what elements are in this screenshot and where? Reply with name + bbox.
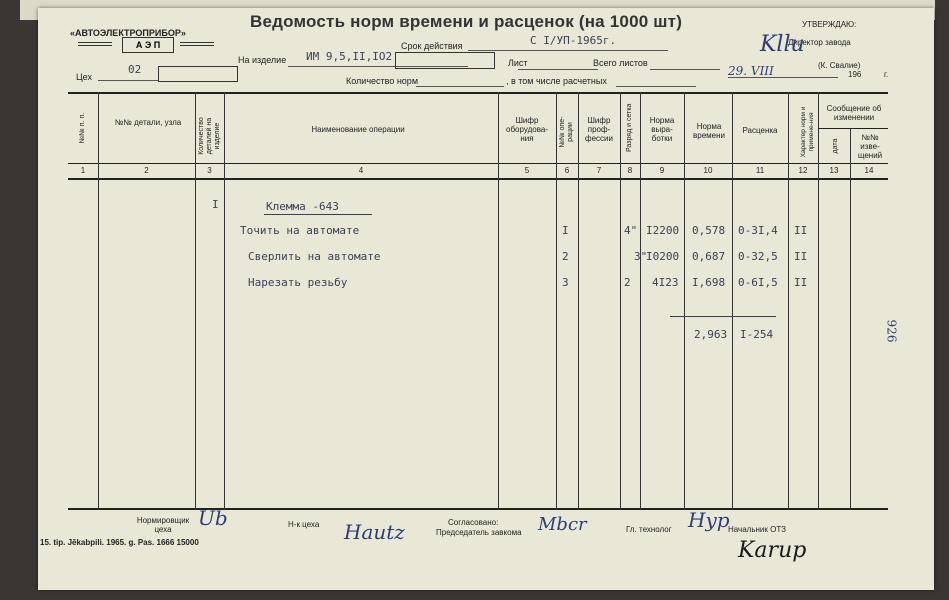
row2-rate: 0-32,5 [738,250,778,263]
row3-grade: 2 [624,276,631,289]
soglasovano-label: Согласовано: [448,518,499,527]
row3-output: 4I23 [652,276,679,289]
tseh-label: Цех [76,72,92,82]
kolvo-label: Количество норм [346,76,418,86]
srok-label: Срок действия [401,41,463,51]
colnum-7: 7 [596,166,602,175]
vsego-label: Всего листов [593,58,648,68]
vsego-underline [650,69,720,70]
hdr-c6: №№ опе-рации [559,116,574,148]
total-time: 2,963 [694,328,728,341]
hdr-c2: №№ детали, узла [114,118,182,127]
org-name: «АВТОЭЛЕКТРОПРИБОР» [70,28,186,38]
nk-label: Н-к цеха [288,520,320,529]
year-suffix: г. [884,70,889,79]
hdr-c7: Шифр проф-фессии [585,116,613,143]
row1-grade: 4" [624,224,638,237]
nach-otz-signature: Karup [738,538,807,563]
colnum-12: 12 [798,166,808,175]
kolvo-underline [416,86,504,87]
srok-underline [468,50,668,51]
row0-underline [264,214,372,215]
col-line-9 [684,92,685,510]
predsedatel-signature: Mbcr [538,514,587,535]
director-label: Директор завода [788,38,851,47]
row2-op: 2 [562,250,569,263]
total-line [670,316,776,317]
row2-kind: II [794,250,808,263]
document-sheet [38,8,934,590]
side-number: 926 [884,319,899,343]
row3-time: I,698 [692,276,726,289]
col-line-7 [620,92,621,510]
colnum-13: 13 [829,166,839,175]
hdr-c10: Норма времени [693,122,725,140]
col-line-1 [98,92,99,510]
director-signature: Kllu [760,32,805,57]
director-name: (К. Свалие) [818,61,861,70]
hdr-c14: №№ изве-щений [857,133,883,160]
list-underline [518,69,598,70]
col-line-10 [732,92,733,510]
tseh-value: 02 [128,63,142,76]
tseh-underline [98,80,158,81]
row2-time: 0,687 [692,250,726,263]
gl-tech-label: Гл. технолог [626,525,672,534]
year-prefix: 196 [848,70,862,79]
hdr-c4: Наименование операции [311,125,405,134]
col-line-6 [578,92,579,510]
row1-op: I [562,224,569,237]
colnum-8: 8 [627,166,633,175]
colnum-11: 11 [755,166,765,175]
row0-name: Клемма -643 [266,200,339,213]
approve-label: УТВЕРЖДАЮ: [802,20,857,29]
logo-line-left [78,42,112,43]
row3-name: Нарезать резьбу [248,276,348,289]
tseh-box [158,66,238,82]
colnum-14: 14 [864,166,874,175]
hdr-c11: Расценка [742,126,778,135]
colnum-4: 4 [358,166,364,175]
hdr-c8: Разряд и сетка [626,103,633,152]
raschet-label: , в том числе расчетных [506,76,607,86]
col-line-13 [850,128,851,510]
logo: А Э П [122,37,174,53]
printer-info: 15. tip. Jēkabpili. 1965. g. Pas. 1666 15000 [40,538,199,547]
row2-grade: 3" [634,250,648,263]
normirovshik-label: Нормировщик цеха [136,516,190,534]
predsedatel-label: Председатель завкома [436,528,522,537]
gl-tech-signature: Hyp [688,508,730,532]
row1-time: 0,578 [692,224,726,237]
row0-qty: I [212,198,219,211]
hdr-c12: Характер норм и примене-ния [800,106,815,158]
izdelie-label: На изделие [238,55,287,65]
row2-output: I0200 [646,250,680,263]
row3-rate: 0-6I,5 [738,276,778,289]
col-line-8 [640,92,641,510]
row3-kind: II [794,276,808,289]
col-line-4 [498,92,499,510]
date-hand: 29. VIII [728,64,774,78]
hdr-c3: Количество деталей на изделие [198,117,221,155]
colnum-10: 10 [703,166,713,175]
nk-signature: Hautz [344,520,405,544]
table-top-line [68,92,888,94]
row1-name: Точить на автомате [240,224,360,237]
col-line-11 [788,92,789,510]
srok-value: С I/УП-1965г. [530,34,617,47]
colnum-5: 5 [524,166,530,175]
row3-op: 3 [562,276,569,289]
group-divider [818,128,888,129]
izdelie-value: ИМ 9,5,II,IO2 [306,50,393,63]
table-numbers-bottom [68,178,888,180]
col-line-5 [556,92,557,510]
colnum-2: 2 [144,166,149,175]
raschet-underline [616,86,696,87]
colnum-6: 6 [564,166,570,175]
col-line-12 [818,92,819,510]
row2-name: Сверлить на автомате [248,250,381,263]
colnum-9: 9 [659,166,665,175]
row1-kind: II [794,224,808,237]
colnum-3: 3 [207,166,212,175]
row1-output: I2200 [646,224,680,237]
table-header-bottom [68,163,888,164]
document-title: Ведомость норм времени и расценок (на 1000 шт) [250,12,683,31]
hdr-c5: Шифр оборудова-ния [506,116,548,143]
izdelie-box [395,52,495,69]
hdr-c13: дата [832,138,839,154]
logo-line-right [180,42,214,43]
table-bottom-line [68,508,888,510]
col-line-3 [224,92,225,510]
hdr-c1: №№ п. п. [79,112,86,144]
list-label: Лист [508,58,528,68]
hdr-c13-group: Сообщение об изменении [826,104,882,122]
row1-rate: 0-3I,4 [738,224,778,237]
nach-otz-label: Начальник ОТЗ [728,525,786,534]
hdr-c9: Норма выра-ботки [649,116,675,143]
total-rate: I-254 [740,328,774,341]
col-line-2 [195,92,196,510]
normirovshik-signature: Ub [198,506,228,530]
colnum-1: 1 [80,166,86,175]
